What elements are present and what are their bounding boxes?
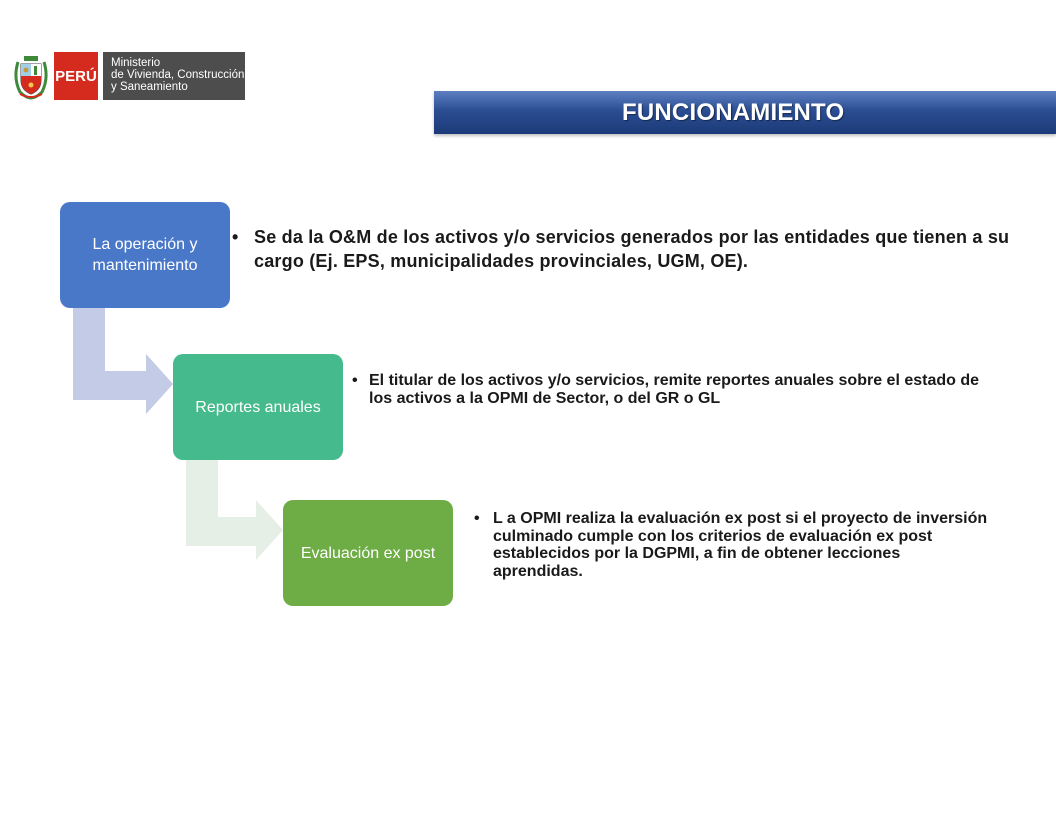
connector-arrow-2-to-3 bbox=[186, 460, 283, 560]
step-label: Evaluación ex post bbox=[300, 544, 436, 562]
description-text: L a OPMI realiza la evaluación ex post si el proyecto de inversión culminado cumple con los criterios de evaluación ex post establecidos por la DGPMI, a fin de obtener lecciones aprendidas. bbox=[493, 510, 988, 580]
description-text: El titular de los activos y/o servicios, remite reportes anuales sobre el estado de los activos a la OPMI de Sector, o del GR o GL bbox=[369, 372, 980, 407]
step-description bbox=[232, 225, 1022, 273]
description-text: Se da la O&M de los activos y/o servicios generados por las entidades que tienen a su cargo (Ej. EPS, municipalidades provinciales, UGM, OE). bbox=[254, 227, 1010, 271]
peru-label: PERÚ bbox=[54, 52, 98, 100]
step-description bbox=[352, 372, 1002, 408]
step-label: Reportes anuales bbox=[195, 398, 321, 416]
bullet-icon: • bbox=[352, 372, 358, 389]
ministry-name-line: de Vivienda, Construcción bbox=[111, 69, 245, 81]
connector-arrow-1-to-2 bbox=[73, 308, 173, 414]
ministry-name-line: y Saneamiento bbox=[111, 81, 188, 93]
step-operacion-mantenimiento bbox=[60, 202, 230, 308]
bullet-icon: • bbox=[232, 227, 239, 247]
step-label: La operación y mantenimiento bbox=[92, 236, 198, 274]
ministry-name-line: Ministerio bbox=[111, 57, 161, 69]
step-evaluacion-ex-post bbox=[283, 500, 453, 606]
step-description bbox=[474, 510, 994, 580]
bullet-icon: • bbox=[474, 510, 480, 527]
step-reportes-anuales bbox=[173, 354, 343, 460]
page-title: FUNCIONAMIENTO bbox=[622, 99, 845, 126]
